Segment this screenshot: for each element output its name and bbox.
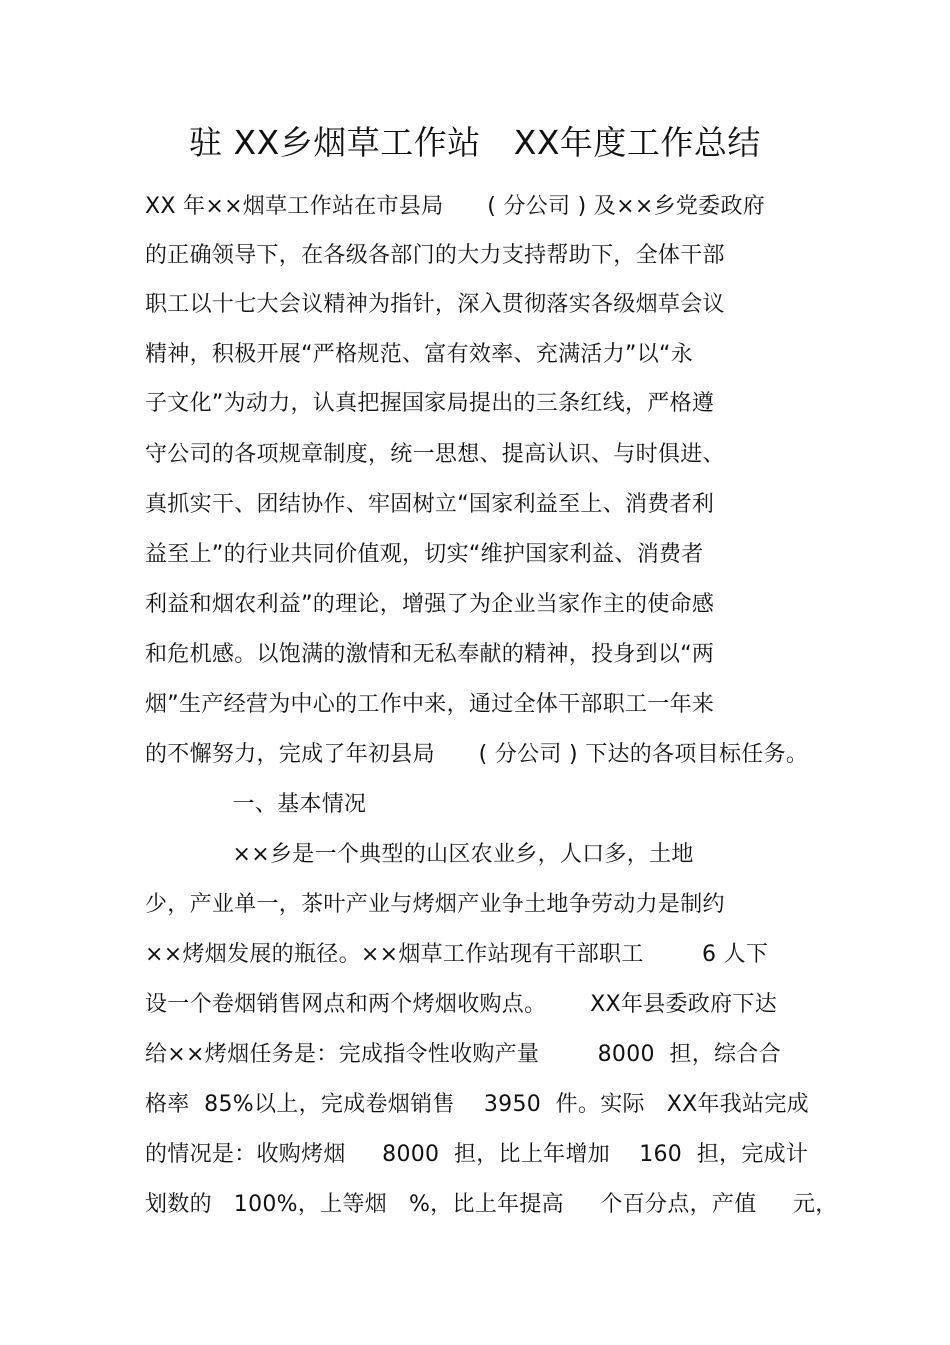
body-line: 精神，积极开展“严格规范、富有效率、充满活力”以“永 (145, 342, 693, 367)
body-line: 烟”生产经营为中心的工作中来，通过全体干部职工一年来 (145, 692, 715, 717)
body-line: 子文化”为动力，认真把握国家局提出的三条红线，严格遵 (145, 391, 715, 416)
body-line: XX 年××烟草工作站在市县局 ( 分公司 ) 及××乡党委政府 (145, 194, 766, 219)
body-line: 职工以十七大会议精神为指针，深入贯彻落实各级烟草会议 (145, 292, 725, 317)
body-line: 划数的 100%，上等烟 %，比上年提高 个百分点，产值 元， (145, 1192, 838, 1217)
document-title: 驻 XX乡烟草工作站 XX年度工作总结 (189, 123, 761, 162)
body-line: ××乡是一个典型的山区农业乡，人口多，土地 (145, 842, 694, 867)
body-line: ××烤烟发展的瓶径。××烟草工作站现有干部职工 6 人下 (145, 942, 769, 967)
body-line: 的不懈努力，完成了年初县局 ( 分公司 ) 下达的各项目标任务。 (145, 742, 809, 767)
body-line: 真抓实干、团结协作、牢固树立“国家利益至上、消费者利 (145, 492, 715, 517)
body-line: 少，产业单一，茶叶产业与烤烟产业争土地争劳动力是制约 (145, 892, 725, 917)
body-line: 守公司的各项规章制度，统一思想、提高认识、与时俱进、 (145, 442, 725, 467)
body-line: 格率 85%以上，完成卷烟销售 3950 件。实际 XX年我站完成 (145, 1092, 809, 1117)
body-line: 给××烤烟任务是：完成指令性收购产量 8000 担，综合合 (145, 1042, 781, 1067)
body-line: 和危机感。以饱满的激情和无私奉献的精神，投身到以“两 (145, 642, 715, 667)
body-line: 益至上”的行业共同价值观，切实“维护国家利益、消费者 (145, 542, 704, 567)
body-line: 利益和烟农利益”的理论，增强了为企业当家作主的使命感 (145, 592, 715, 617)
section-heading: 一、基本情况 (145, 792, 367, 817)
body-line: 的情况是：收购烤烟 8000 担，比上年增加 160 担，完成计 (145, 1142, 809, 1167)
body-line: 设一个卷烟销售网点和两个烤烟收购点。 XX年县委政府下达 (145, 992, 778, 1017)
body-line: 的正确领导下，在各级各部门的大力支持帮助下，全体干部 (145, 243, 725, 268)
